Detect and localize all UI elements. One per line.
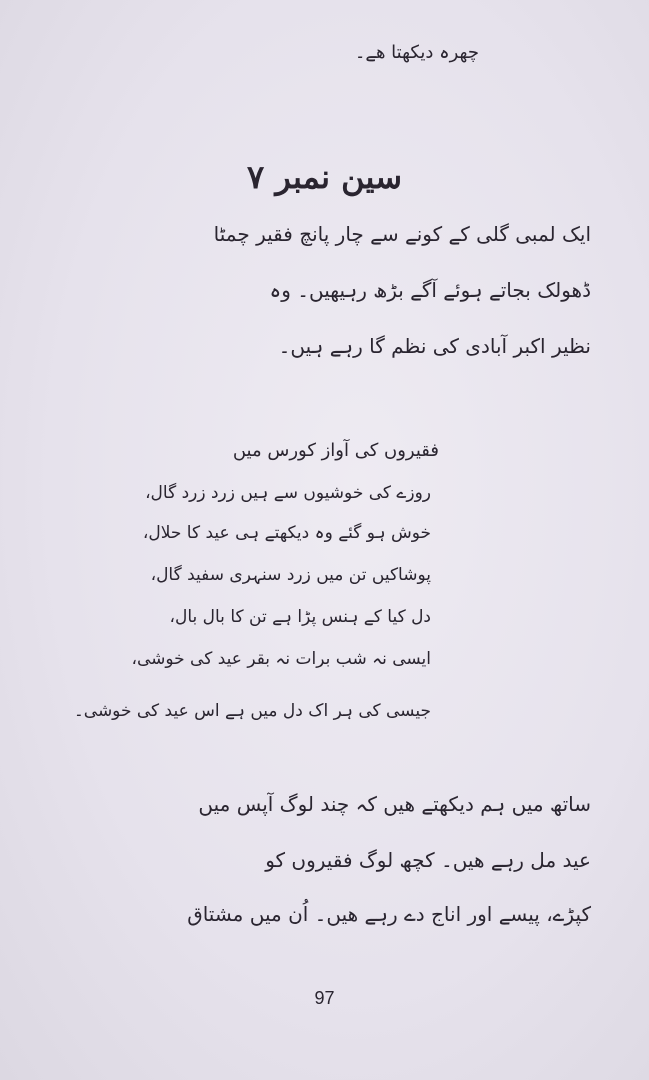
closing-paragraph-line-3: کپڑے، پیسے اور اناج دے رہے ھیں۔ اُن میں مشتاق xyxy=(187,902,591,926)
closing-paragraph-line-1: ساتھ میں ہم دیکھتے ھیں کہ چند لوگ آپس میں xyxy=(198,792,591,816)
verse-line-1: روزے کی خوشیوں سے ہیں زرد زرد گال، xyxy=(145,483,431,503)
page-header-line: چھرہ دیکھتا ھے۔ xyxy=(354,42,479,63)
closing-paragraph-line-2: عید مل رہے ھیں۔ کچھ لوگ فقیروں کو xyxy=(265,848,591,872)
verse-line-2: خوش ہو گئے وہ دیکھتے ہی عید کا حلال، xyxy=(142,523,431,543)
opening-paragraph-line-2: ڈھولک بجاتے ہوئے آگے بڑھ رہیھیں۔ وہ xyxy=(269,278,591,302)
verse-line-5: ایسی نہ شب برات نہ بقر عید کی خوشی، xyxy=(131,649,431,669)
opening-paragraph-line-1: ایک لمبی گلی کے کونے سے چار پانچ فقیر چمٹا xyxy=(213,222,591,246)
verse-intro: فقیروں کی آواز کورس میں xyxy=(232,440,439,461)
page-number: 97 xyxy=(314,988,335,1008)
scene-heading: سین نمبر ۷ xyxy=(246,158,402,196)
opening-paragraph-line-3: نظیر اکبر آبادی کی نظم گا رہے ہیں۔ xyxy=(278,334,591,358)
verse-line-6: جیسی کی ہر اک دل میں ہے اس عید کی خوشی۔ xyxy=(73,701,431,721)
verse-line-4: دل کیا کے ہنس پڑا ہے تن کا بال بال، xyxy=(169,607,431,627)
verse-line-3: پوشاکیں تن میں زرد سنہری سفید گال، xyxy=(150,565,431,585)
